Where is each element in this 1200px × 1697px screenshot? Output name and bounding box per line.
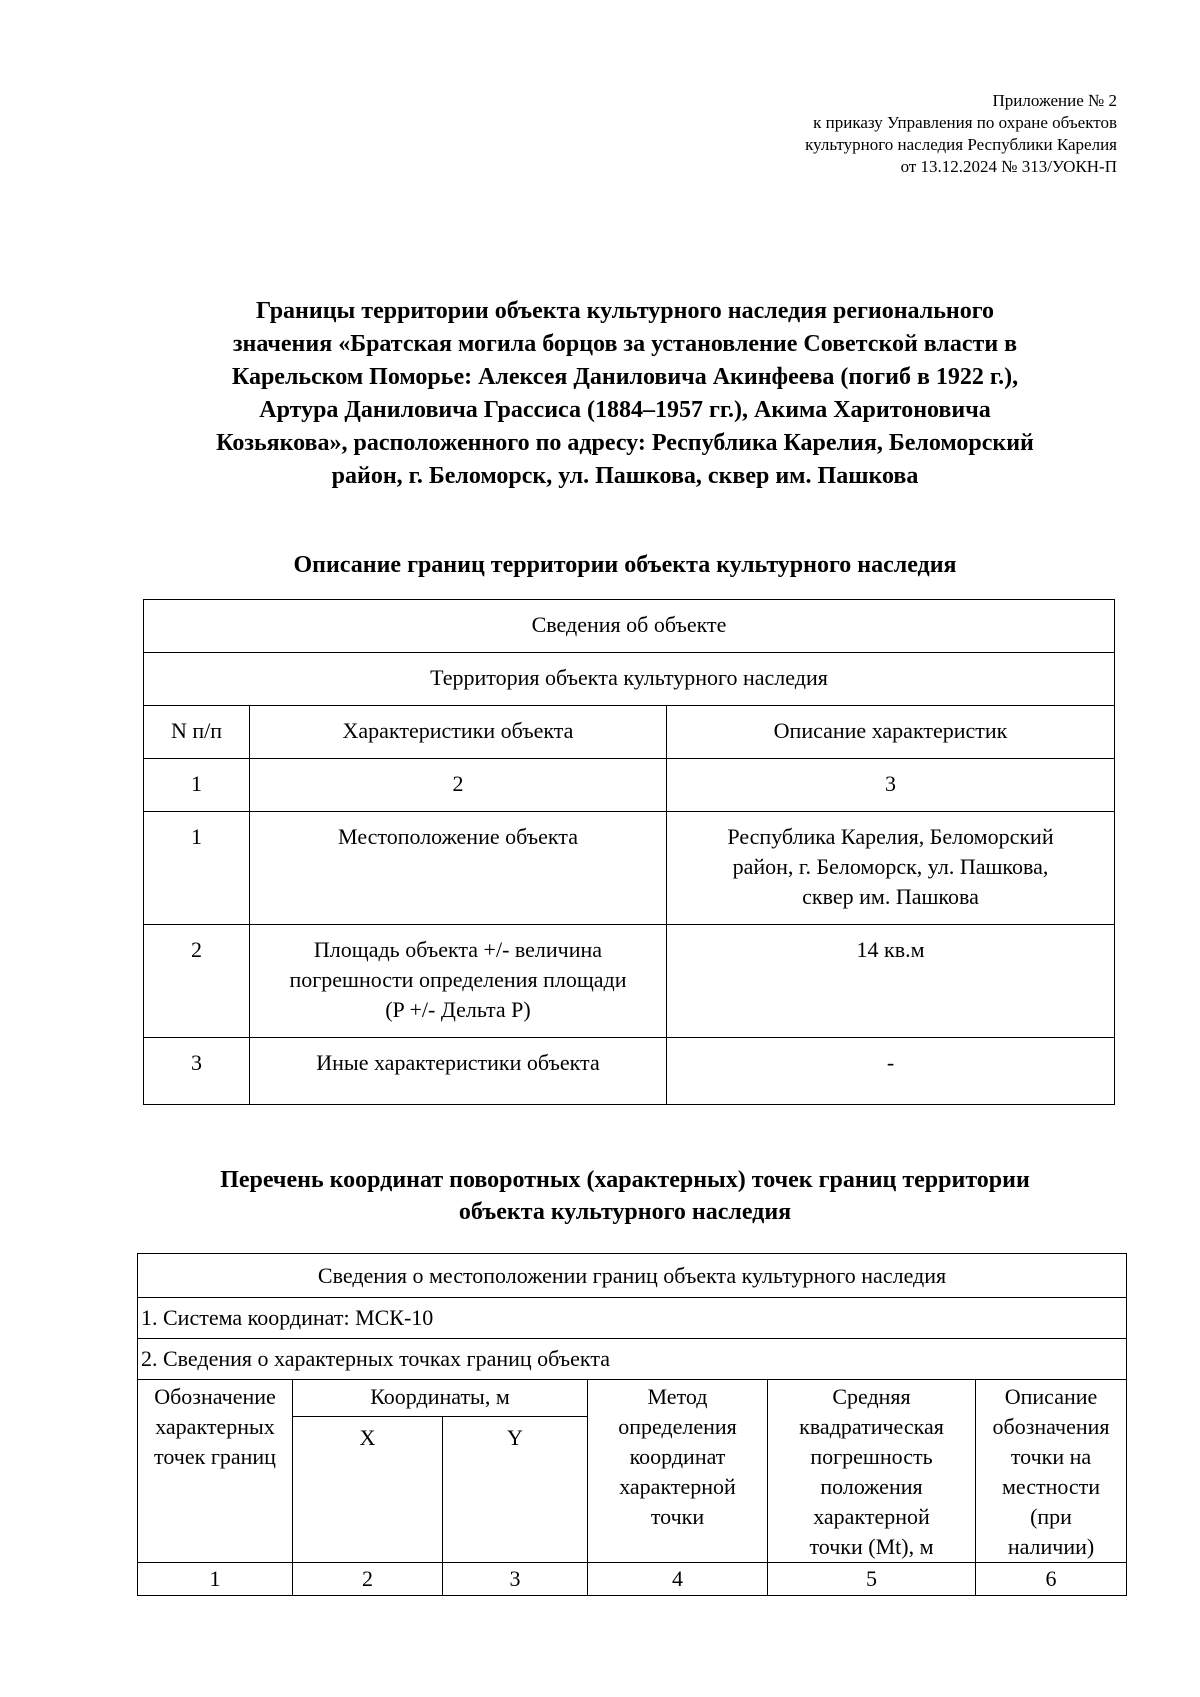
appendix-line: от 13.12.2024 № 313/УОКН-П [900, 157, 1117, 176]
cell-line: сквер им. Пашкова [802, 884, 979, 909]
appendix-line: Приложение № 2 [992, 91, 1117, 110]
column-number: 2 [250, 759, 667, 812]
characteristic-cell [250, 1038, 667, 1105]
cell-line: точек границ [154, 1444, 276, 1469]
column-number: 6 [976, 1563, 1127, 1596]
cell-line: погрешность [810, 1444, 933, 1469]
cell-line: Координаты, м [370, 1384, 510, 1409]
cell-line: X [359, 1424, 376, 1450]
section1-heading: Описание границ территории объекта культурного наследия [293, 552, 957, 578]
column-header: Характеристики объекта [250, 706, 667, 759]
title-line: Карельском Поморье: Алексея Даниловича Акинфеева (погиб в 1922 г.), [231, 364, 1019, 390]
cell-line: точки [650, 1504, 705, 1529]
row-number: 2 [144, 925, 250, 1038]
heading-line: объекта культурного наследия [458, 1199, 792, 1225]
cell-line: Описание [1004, 1384, 1098, 1409]
table-row [144, 1038, 1115, 1105]
table-header: Сведения о местоположении границ объекта культурного наследия [138, 1254, 1127, 1298]
description-cell [667, 1038, 1115, 1105]
coord-system-row: 1. Система координат: МСК-10 [138, 1298, 1127, 1339]
y-header [443, 1416, 588, 1562]
appendix-block [805, 90, 1117, 178]
cell-line: погрешности определения площади [289, 967, 627, 992]
column-number: 5 [768, 1563, 976, 1596]
row-number: 3 [144, 1038, 250, 1105]
cell-line: точки на [1010, 1444, 1092, 1469]
column-header: N п/п [144, 706, 250, 759]
cell-line: - [886, 1050, 895, 1075]
cell-line: (P +/- Дельта P) [385, 997, 531, 1022]
cell-line: положения [820, 1474, 923, 1499]
title-line: Границы территории объекта культурного наследия регионального [255, 298, 995, 324]
cell-line: точки (Mt), м [809, 1534, 934, 1559]
cell-line: обозначения [992, 1414, 1110, 1439]
title-line: район, г. Беломорск, ул. Пашкова, сквер им. Пашкова [331, 463, 919, 489]
column-number: 3 [443, 1563, 588, 1596]
point-description-header [976, 1380, 1127, 1563]
table-header: Сведения об объекте [144, 600, 1115, 653]
title-line: Козьякова», расположенного по адресу: Республика Карелия, Беломорский [216, 430, 1034, 456]
column-number: 3 [667, 759, 1115, 812]
cell-line: 14 кв.м [856, 937, 925, 962]
column-number: 2 [293, 1563, 443, 1596]
description-cell [667, 925, 1115, 1038]
cell-line: характерной [813, 1504, 930, 1529]
cell-line: координат [629, 1444, 726, 1469]
coordinates-header [293, 1380, 588, 1417]
characteristic-cell [250, 812, 667, 925]
method-header [588, 1380, 768, 1563]
column-header: Описание характеристик [667, 706, 1115, 759]
cell-line: Обозначение [154, 1384, 276, 1409]
table-subheader: Территория объекта культурного наследия [144, 653, 1115, 706]
appendix-line: культурного наследия Республики Карелия [805, 135, 1117, 154]
title-line: значения «Братская могила борцов за установление Советской власти в [232, 331, 1018, 357]
heading-line: Перечень координат поворотных (характерных) точек границ территории [220, 1167, 1030, 1193]
points-info-row: 2. Сведения о характерных точках границ объекта [138, 1339, 1127, 1380]
cell-line: характерных [155, 1414, 275, 1439]
cell-line: Республика Карелия, Беломорский [727, 824, 1054, 849]
object-info-table [143, 599, 1115, 1105]
table-row [144, 812, 1115, 925]
cell-line: (при [1030, 1504, 1072, 1529]
row-number: 1 [144, 812, 250, 925]
cell-line: район, г. Беломорск, ул. Пашкова, [732, 854, 1049, 879]
cell-line: Средняя [832, 1384, 911, 1409]
cell-line: квадратическая [799, 1414, 944, 1439]
appendix-line: к приказу Управления по охране объектов [813, 113, 1117, 132]
cell-line: Местоположение объекта [338, 824, 578, 849]
document-title [130, 295, 1120, 493]
column-number: 1 [138, 1563, 293, 1596]
column-number: 4 [588, 1563, 768, 1596]
cell-line: Иные характеристики объекта [316, 1050, 600, 1075]
cell-line: Площадь объекта +/- величина [313, 937, 603, 962]
section2-heading [130, 1164, 1120, 1228]
cell-line: Y [507, 1424, 523, 1450]
x-header [293, 1416, 443, 1562]
table-row [144, 925, 1115, 1038]
column-number: 1 [144, 759, 250, 812]
description-cell [667, 812, 1115, 925]
cell-line: наличии) [1007, 1534, 1095, 1559]
cell-line: местности [1001, 1474, 1101, 1499]
characteristic-cell [250, 925, 667, 1038]
cell-line: Метод [647, 1384, 708, 1409]
cell-line: характерной [619, 1474, 736, 1499]
error-header [768, 1380, 976, 1563]
point-designation-header [138, 1380, 293, 1563]
cell-line: определения [618, 1414, 737, 1439]
title-line: Артура Даниловича Грассиса (1884–1957 гг.), Акима Харитоновича [259, 397, 991, 423]
coordinates-table [137, 1253, 1127, 1596]
